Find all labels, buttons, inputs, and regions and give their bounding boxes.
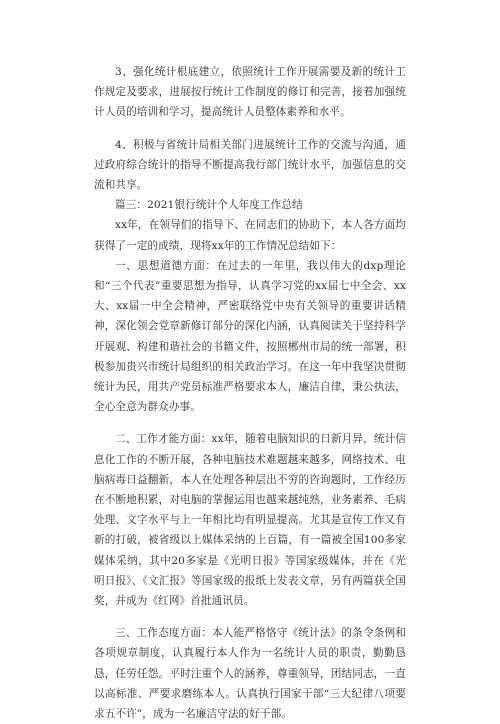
document-body bbox=[94, 62, 406, 724]
paragraph-attitude: 三、工作态度方面：本人能严格恪守《统计法》的条令条例和各项规章制度，认真履行本人作为一名统计人员的职责，勤勤恳恳，任劳任怨。平时注重个人的涵养，尊重领导，团结同志，一直以高标准、严要求磨练本人。认真执行国家干部“三大纪律八项要求五不许”，成为一名廉洁守法的好干部。 bbox=[94, 627, 406, 721]
paragraph-item-4: 4、积极与省统计局相关部门进展统计工作的交流与沟通，通过政府综合统计的指导不断提高我行部门统计水平，加强信息的交流和共享。 bbox=[94, 138, 406, 192]
intro-paragraph: xx年，在领导们的指导下、在同志们的协助下，本人各方面均获得了一定的成绩，现将xx年的工作情况总结如下： bbox=[94, 219, 406, 252]
paragraph-ability: 二、工作才能方面：xx年，随着电脑知识的日新月异，统计信息化工作的不断开展，各种电脑技术难题越来越多，网络技术、电脑病毒日益翻新，本人在处理各种层出不穷的咨询题时，工作经历在不断地积累，对电脑的掌握运用也越来越纯熟，业务素养、毛病处理、文字水平与上一年相比均有明显提高。尤其是宣传工作又有新的打破，被省级以上媒体采纳的上百篇，有一篇被全国100多家媒体采纳，其中20多家是《光明日报》等国家级媒体，并在《光明日报》、《文汇报》等国家级的报纸上发表文章，另有两篇获全国奖，并成为《红网》首批通讯员。 bbox=[94, 433, 406, 608]
paragraph-item-3: 3、强化统计根底建立，依照统计工作开展需要及新的统计工作规定及要求，进展按行统计工作制度的修订和完善，接着加强统计人员的培训和学习，提高统计人员整体素养和水平。 bbox=[94, 66, 406, 119]
paragraph-ideology: 一、思想道德方面：在过去的一年里，我以伟大的dxp理论和“三个代表”重要思想为指导，认真学习党的xx届七中全会、xx大、xx届一中全会精神，严密联络党中央有关领导的重要讲话精神，深化领会党章新修订部分的深化内涵，认真阅读关于坚持科学开展观、构建和谐社会的书籍文件，按照郴州市局的统一部署，积极参加贵兴市统计局组织的相关政治学习。在这一年中我坚决贯彻统计为民，用共产党员标准严格要求本人，廉洁自律，秉公执法，全心全意为群众办事。 bbox=[94, 259, 406, 414]
section-heading: 篇三：2021银行统计个人年度工作总结 bbox=[115, 199, 303, 212]
